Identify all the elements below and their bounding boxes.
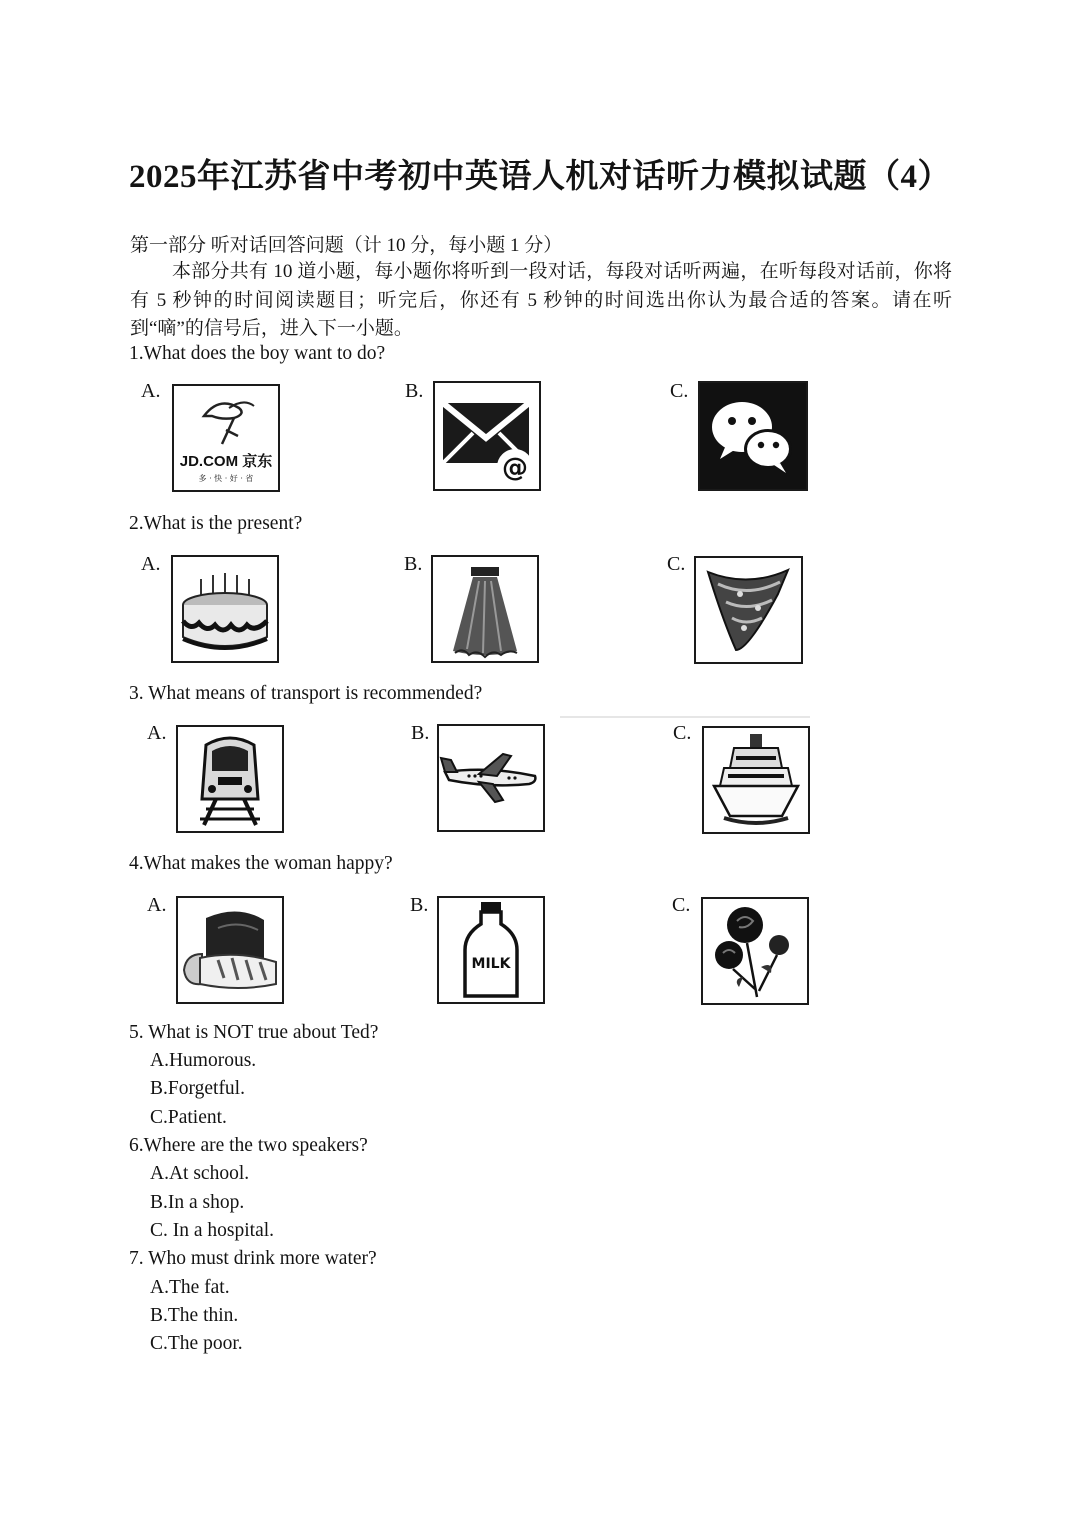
jd-com-logo-icon: [174, 386, 278, 490]
option-image-ship[interactable]: [702, 726, 810, 834]
option-letter: B.: [404, 553, 423, 575]
skirt-icon: [433, 557, 537, 661]
rose-icon: [703, 899, 807, 1003]
section-heading: 第一部分 听对话回答问题（计 10 分，每小题 1 分）: [130, 235, 563, 256]
option-image-cake[interactable]: [171, 555, 279, 663]
option-image-wechat[interactable]: [698, 381, 808, 491]
section-instructions: 本部分共有 10 道小题，每小题你将听到一段对话，每段对话听两遍，在听每段对话前，你将有 5 秒钟的时间阅读题目；听完后，你还有 5 秒钟的时间选出你认为最合适的答案。请在听到“嘀”的信号后，进入下一小题。: [130, 261, 952, 339]
question-1-text: 1.What does the boy want to do?: [129, 343, 386, 364]
email-icon: [435, 383, 539, 489]
option-letter: A.: [147, 894, 167, 916]
option-5a[interactable]: A.Humorous.: [150, 1050, 257, 1071]
question-3-text: 3. What means of transport is recommended?: [129, 683, 483, 704]
birthday-cake-icon: [173, 557, 277, 661]
svg-text:JD.COM 京东: JD.COM 京东: [179, 453, 273, 470]
option-7a[interactable]: A.The fat.: [150, 1277, 230, 1298]
option-letter: A.: [147, 722, 167, 744]
option-letter: C.: [667, 553, 686, 575]
ship-icon: [704, 728, 808, 832]
wechat-icon: [700, 383, 806, 489]
option-7c[interactable]: C.The poor.: [150, 1333, 243, 1354]
train-icon: [178, 727, 282, 831]
option-image-jd[interactable]: [172, 384, 280, 492]
page-title: 2025年江苏省中考初中英语人机对话听力模拟试题（4）: [129, 159, 951, 195]
bread-icon: [178, 898, 282, 1002]
option-image-skirt[interactable]: [431, 555, 539, 663]
option-5b[interactable]: B.Forgetful.: [150, 1078, 245, 1099]
option-letter: B.: [411, 722, 430, 744]
option-6c[interactable]: C. In a hospital.: [150, 1220, 275, 1241]
question-5-text: 5. What is NOT true about Ted?: [129, 1022, 379, 1043]
option-6b[interactable]: B.In a shop.: [150, 1192, 245, 1213]
scarf-icon: [696, 558, 801, 662]
option-6a[interactable]: A.At school.: [150, 1163, 250, 1184]
option-image-rose[interactable]: [701, 897, 809, 1005]
option-letter: A.: [141, 553, 161, 575]
option-image-bread[interactable]: [176, 896, 284, 1004]
question-6-text: 6.Where are the two speakers?: [129, 1135, 368, 1156]
svg-text:多 · 快 · 好 · 省: 多 · 快 · 好 · 省: [198, 474, 254, 483]
option-5c[interactable]: C.Patient.: [150, 1107, 227, 1128]
question-4-text: 4.What makes the woman happy?: [129, 853, 393, 874]
option-image-train[interactable]: [176, 725, 284, 833]
option-image-milk[interactable]: [437, 896, 545, 1004]
option-letter: B.: [405, 380, 424, 402]
option-letter: C.: [672, 894, 691, 916]
svg-text:MILK: MILK: [471, 956, 511, 972]
svg-text:@: @: [502, 453, 528, 483]
question-7-text: 7. Who must drink more water?: [129, 1248, 377, 1269]
option-image-scarf[interactable]: [694, 556, 803, 664]
option-image-email[interactable]: [433, 381, 541, 491]
option-7b[interactable]: B.The thin.: [150, 1305, 239, 1326]
airplane-icon: [439, 726, 543, 830]
milk-bottle-icon: [439, 898, 543, 1002]
option-letter: A.: [141, 380, 161, 402]
option-image-airplane[interactable]: [437, 724, 545, 832]
question-2-text: 2.What is the present?: [129, 513, 303, 534]
divider: [560, 716, 810, 718]
option-letter: B.: [410, 894, 429, 916]
option-letter: C.: [670, 380, 689, 402]
option-letter: C.: [673, 722, 692, 744]
